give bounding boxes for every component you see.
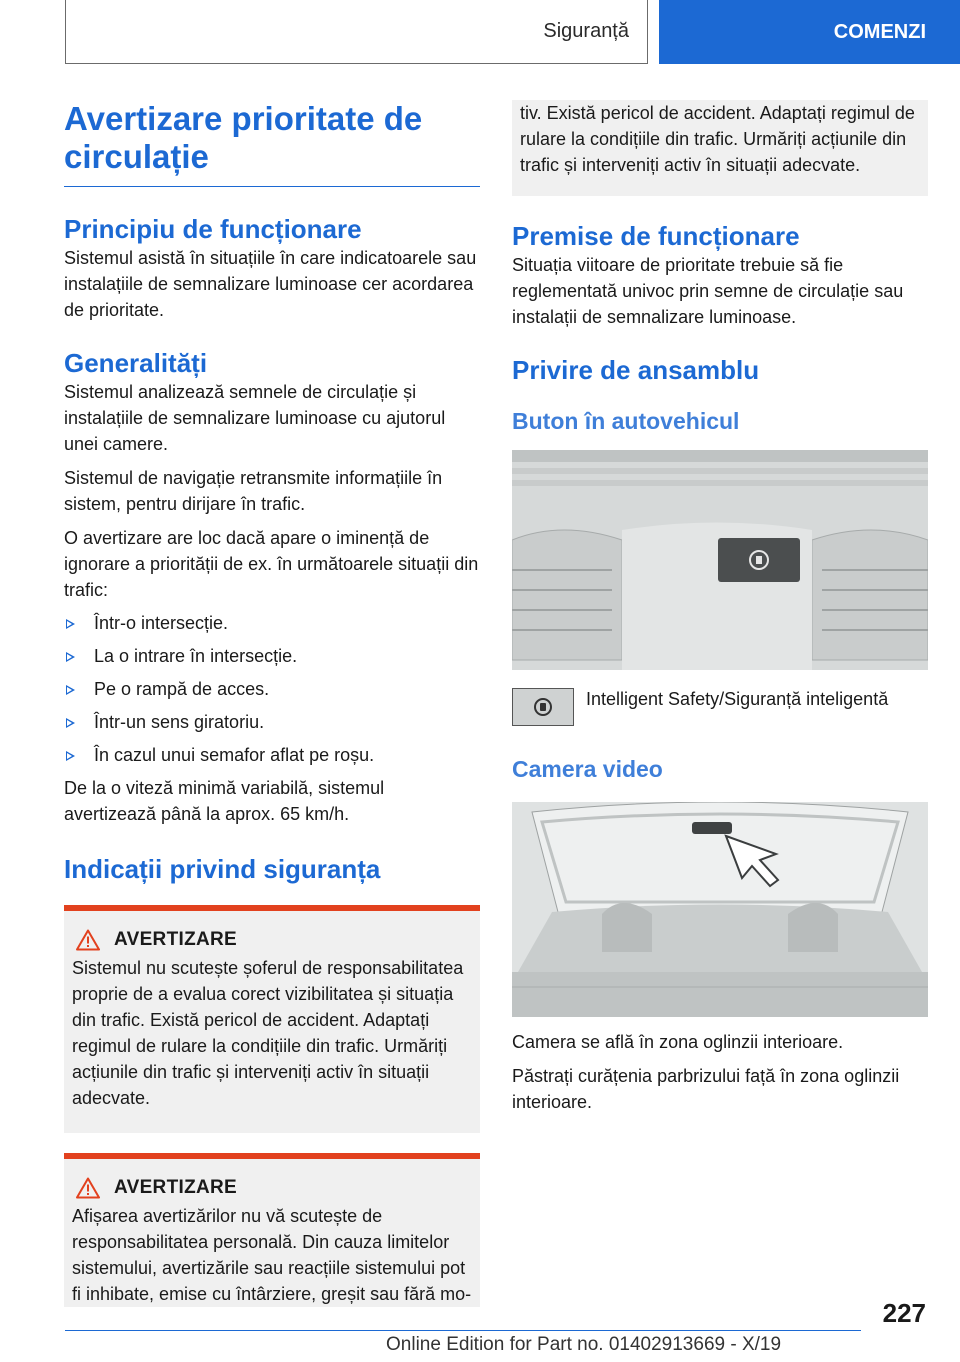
button-heading: Buton în autovehicul (512, 408, 740, 434)
bullet-triangle-icon (66, 652, 75, 662)
list-item: Într-un sens giratoriu. (64, 709, 480, 735)
warning-box-2 (64, 1153, 480, 1307)
general-heading: Generalități (64, 348, 208, 378)
bullet-triangle-icon (66, 685, 75, 695)
bullet-triangle-icon (66, 619, 75, 629)
footer-divider (65, 1330, 861, 1331)
warning-box-1 (64, 905, 480, 1133)
camera-location-image (512, 802, 928, 1017)
dashboard-button-image (512, 450, 928, 670)
list-item: Pe o rampă de acces. (64, 676, 480, 702)
principle-heading: Principiu de funcționare (64, 214, 362, 244)
safety-heading: Indicații privind siguranța (64, 854, 381, 884)
warning-text: Afișarea avertizărilor nu vă scutește de responsabilitatea personală. Din cauza limitelor sistemului, avertizările sau reacțiile sistemului pot fi inhibate, emise cu întârziere, greșit sau fără mo- (72, 1206, 472, 1304)
warning-triangle-icon (76, 929, 100, 951)
general-paragraph-3: O avertizare are loc dacă apare o iminență de ignorare a priorității de ex. în următoarele situații din trafic: (64, 528, 479, 600)
button-legend (512, 688, 928, 726)
principle-text: Sistemul asistă în situațiile în care indicatoarele sau instalațiile de semnalizare luminoase cer acordarea de prioritate. (64, 248, 477, 320)
intelligent-safety-icon[interactable] (512, 688, 574, 726)
camera-heading: Camera video (512, 756, 663, 782)
warning-title: AVERTIZARE (114, 1177, 237, 1198)
warning-box-2-continued (512, 100, 928, 196)
right-column (512, 100, 928, 1115)
footer-edition-text: Online Edition for Part no. 01402913669 - X/19 (386, 1334, 782, 1355)
list-item: La o intrare în intersecție. (64, 643, 480, 669)
overview-heading: Privire de ansamblu (512, 355, 760, 385)
speed-text: De la o viteză minimă variabilă, sistemul avertizează până la aprox. 65 km/h. (64, 778, 385, 824)
situation-list (64, 610, 480, 768)
header-section-title: Siguranță (65, 0, 648, 64)
list-item: În cazul unui semafor aflat pe roșu. (64, 742, 480, 768)
camera-paragraph-2: Păstrați curățenia parbrizului față în zona oglinzii interioare. (512, 1066, 900, 1112)
bullet-triangle-icon (66, 718, 75, 728)
warning-triangle-icon (76, 1177, 100, 1199)
list-item: Într-o intersecție. (64, 610, 480, 636)
header-chapter-tab[interactable]: COMENZI (659, 0, 960, 64)
general-paragraph-2: Sistemul de navigație retransmite informațiile în sistem, pentru dirijare în trafic. (64, 468, 443, 514)
left-column (64, 100, 480, 1307)
page-number: 227 (882, 1298, 926, 1328)
warning-title: AVERTIZARE (114, 929, 237, 950)
premise-heading: Premise de funcționare (512, 221, 800, 251)
camera-paragraph-1: Camera se află în zona oglinzii interioare. (512, 1032, 844, 1052)
premise-text: Situația viitoare de prioritate trebuie să fie reglementată univoc prin semne de circulație sau instalații de semnalizare luminoase. (512, 255, 904, 327)
general-paragraph-1: Sistemul analizează semnele de circulație și instalațiile de semnalizare luminoase cu ajutorul unei camere. (64, 382, 446, 454)
bullet-triangle-icon (66, 751, 75, 761)
button-caption: Intelligent Safety/Siguranță inteligentă (586, 689, 889, 709)
warning-text-continued: tiv. Există pericol de accident. Adaptați regimul de rulare la condițiile din trafic. Urmăriți acțiunile din trafic și interveniți activ în situații adecvate. (520, 103, 915, 175)
page-title: Avertizare prioritate de circulație (64, 100, 480, 187)
warning-text: Sistemul nu scutește șoferul de responsabilitatea proprie de a evalua corect vizibilitatea și situația din trafic. Există pericol de accident. Adaptați regimul de rulare la condițiile din trafic. Urmăriți acțiunile din trafic și interveniți activ în situații adecvate. (72, 958, 464, 1108)
